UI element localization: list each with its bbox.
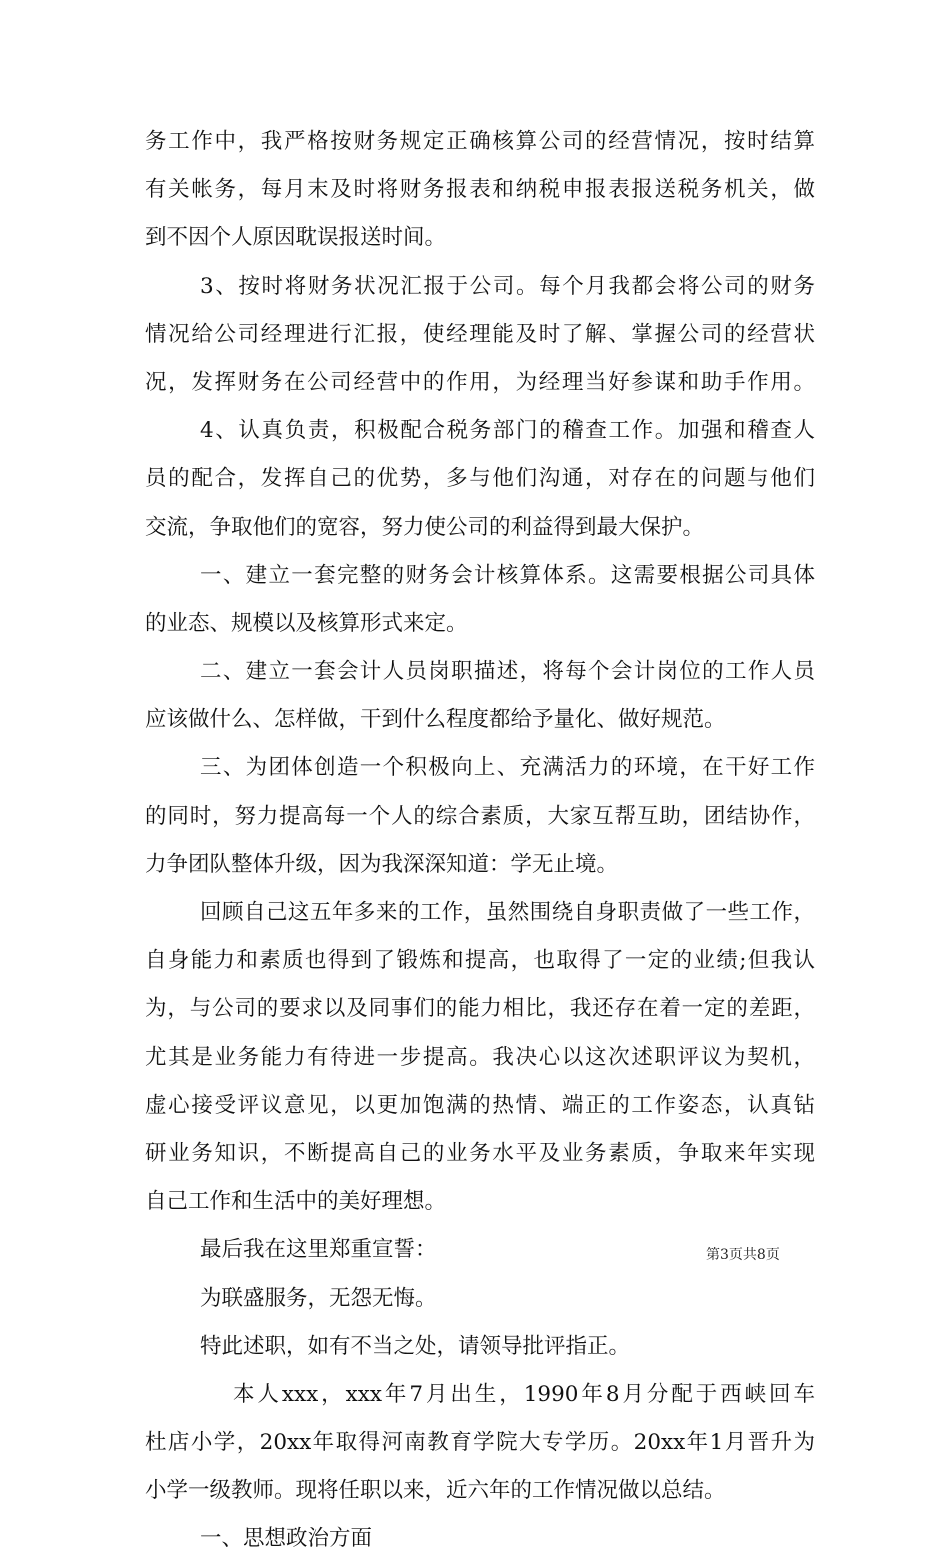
text-line: 本人xxx，xxx年7月出生，1990年8月分配于西峡回车: [233, 1381, 815, 1407]
text-line: 回顾自己这五年多来的工作，虽然围绕自身职责做了一些工作，: [200, 900, 815, 925]
section-heading: 一、思想政治方面: [200, 1526, 373, 1552]
text-line: 二、建立一套会计人员岗职描述，将每个会计岗位的工作人员: [200, 659, 815, 685]
text-line: 三、为团体创造一个积极向上、充满活力的环境，在干好工作: [200, 755, 815, 781]
text-line: 的业态、规模以及核算形式来定。: [145, 610, 468, 636]
text-line: 研业务知识，不断提高自己的业务水平及业务素质，争取来年实现: [145, 1140, 815, 1166]
text-line: 情况给公司经理进行汇报，使经理能及时了解、掌握公司的经营状: [145, 321, 815, 347]
text-line: 3、按时将财务状况汇报于公司。每个月我都会将公司的财务: [200, 273, 815, 299]
text-line: 员的配合，发挥自己的优势，多与他们沟通，对存在的问题与他们: [145, 466, 815, 492]
text-line: 应该做什么、怎样做，干到什么程度都给予量化、做好规范。: [145, 707, 726, 733]
text-line: 到不因个人原因耽误报送时间。: [145, 225, 447, 251]
text-line: 有关帐务，每月末及时将财务报表和纳税申报表报送税务机关，做: [145, 177, 815, 203]
text-line: 杜店小学，20xx年取得河南教育学院大专学历。20xx年1月晋升为: [145, 1430, 815, 1456]
text-line: 的同时，努力提高每一个人的综合素质，大家互帮互助，团结协作，: [145, 803, 815, 829]
text-line: 况，发挥财务在公司经营中的作用，为经理当好参谋和助手作用。: [145, 369, 815, 395]
text-line: 尤其是业务能力有待进一步提高。我决心以这次述职评议为契机，: [145, 1044, 815, 1070]
text-line: 最后我在这里郑重宣誓：: [200, 1237, 437, 1263]
text-line: 特此述职，如有不当之处，请领导批评指正。: [200, 1333, 631, 1359]
text-line: 为，与公司的要求以及同事们的能力相比，我还存在着一定的差距，: [145, 996, 815, 1022]
text-line: 务工作中，我严格按财务规定正确核算公司的经营情况，按时结算: [145, 129, 815, 154]
text-line: 交流，争取他们的宽容，努力使公司的利益得到最大保护。: [145, 514, 705, 540]
document-body: [145, 118, 815, 1564]
text-line: 为联盛服务，无怨无悔。: [200, 1285, 437, 1311]
text-line: 自身能力和素质也得到了锻炼和提高，也取得了一定的业绩;但我认: [145, 948, 815, 974]
text-line: 虚心接受评议意见，以更加饱满的热情、端正的工作姿态，认真钻: [145, 1092, 815, 1118]
page-number: 第3页共8页: [706, 1247, 780, 1263]
text-line: 自己工作和生活中的美好理想。: [145, 1189, 447, 1215]
text-line: 小学一级教师。现将任职以来，近六年的工作情况做以总结。: [145, 1478, 726, 1504]
text-line: 力争团队整体升级，因为我深深知道：学无止境。: [145, 851, 619, 877]
text-line: 一、建立一套完整的财务会计核算体系。这需要根据公司具体: [200, 562, 815, 588]
text-line: 4、认真负责，积极配合税务部门的稽查工作。加强和稽查人: [200, 418, 815, 444]
